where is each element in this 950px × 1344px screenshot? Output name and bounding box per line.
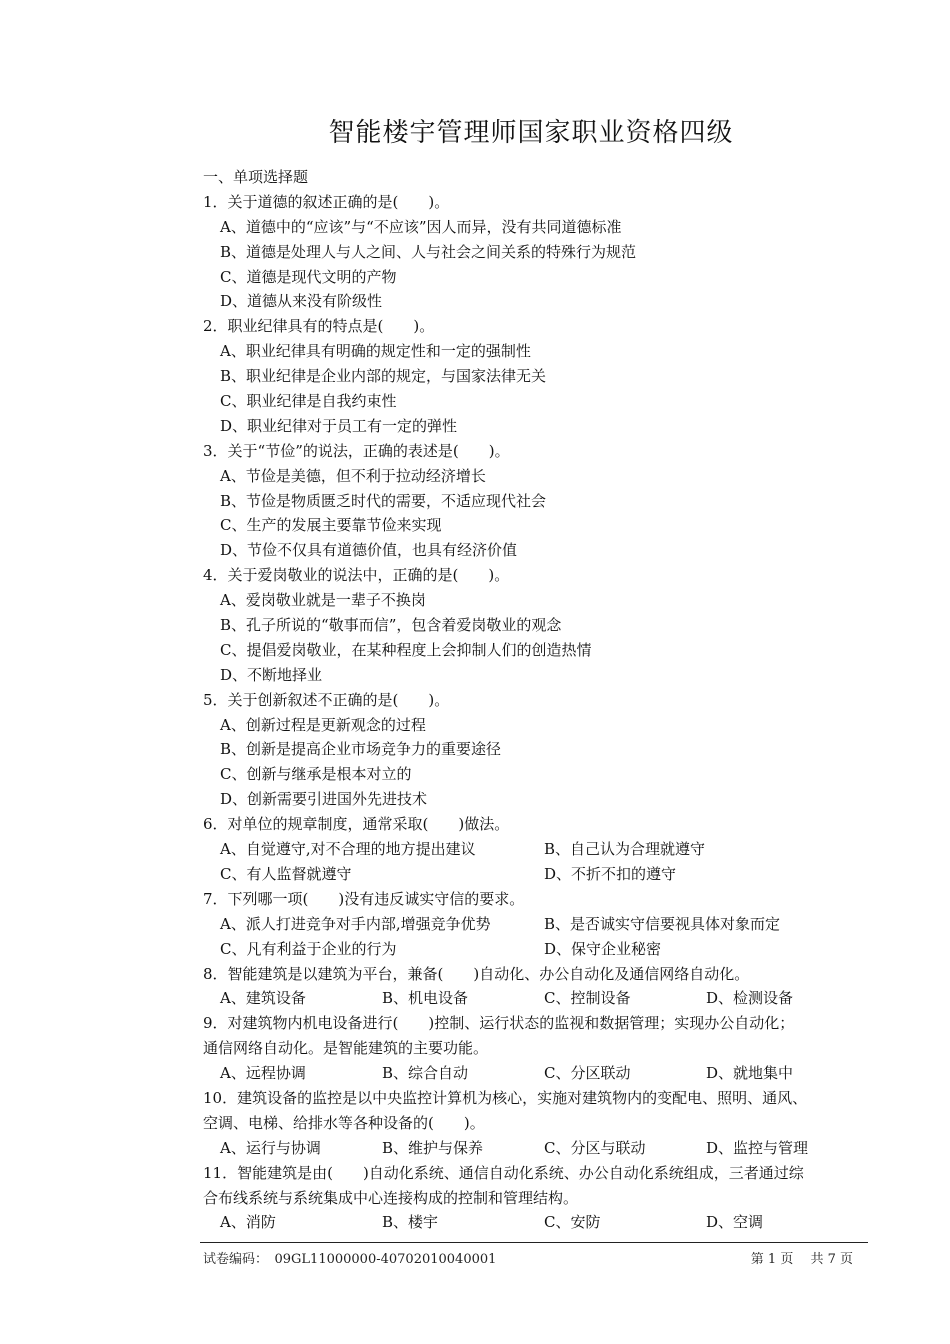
answer-option: C、创新与继承是根本对立的 [220, 765, 412, 784]
answer-option: D、监控与管理 [706, 1138, 809, 1157]
answer-option: C、有人监督就遵守 [220, 864, 352, 883]
question-stem: 8．智能建筑是以建筑为平台，兼备( )自动化、办公自动化及通信网络自动化。 [203, 964, 750, 983]
footer-divider [200, 1242, 868, 1243]
question-stem: 2．职业纪律具有的特点是( )。 [203, 317, 435, 336]
page-title: 智能楼宇管理师国家职业资格四级 [328, 118, 734, 148]
answer-option: C、道德是现代文明的产物 [220, 267, 397, 286]
answer-option: A、道德中的“应该”与“不应该”因人而异，没有共同道德标准 [220, 217, 622, 236]
question-stem: 5．关于创新叙述不正确的是( )。 [203, 690, 450, 709]
question-stem: 6．对单位的规章制度，通常采取( )做法。 [203, 815, 510, 834]
answer-option: C、分区联动 [544, 1064, 631, 1083]
answer-option: D、保守企业秘密 [544, 939, 662, 958]
answer-option: C、提倡爱岗敬业，在某种程度上会抑制人们的创造热情 [220, 640, 592, 659]
question-stem: 11．智能建筑是由( )自动化系统、通信自动化系统、办公自动化系统组成，三者通过综 [203, 1163, 804, 1182]
answer-option: B、是否诚实守信要视具体对象而定 [544, 914, 781, 933]
answer-option-row [203, 1061, 868, 1086]
answer-option: B、机电设备 [382, 989, 469, 1008]
answer-option: A、节俭是美德，但不利于拉动经济增长 [220, 466, 486, 485]
question-list [203, 165, 868, 1235]
answer-option: B、职业纪律是企业内部的规定，与国家法律无关 [220, 367, 547, 386]
answer-option: D、空调 [706, 1213, 764, 1232]
answer-option: C、职业纪律是自我约束性 [220, 392, 397, 411]
answer-option: B、节俭是物质匮乏时代的需要，不适应现代社会 [220, 491, 547, 510]
answer-option-row [203, 1210, 868, 1235]
answer-option: D、职业纪律对于员工有一定的弹性 [220, 416, 458, 435]
question-stem: 7．下列哪一项( )没有违反诚实守信的要求。 [203, 889, 525, 908]
answer-option: A、创新过程是更新观念的过程 [220, 715, 426, 734]
answer-option: B、孔子所说的“敬事而信”，包含着爱岗敬业的观念 [220, 616, 562, 635]
answer-option: D、节俭不仅具有道德价值，也具有经济价值 [220, 541, 518, 560]
question-stem-continued: 空调、电梯、给排水等各种设备的( )。 [203, 1113, 485, 1132]
answer-option: B、创新是提高企业市场竞争力的重要途径 [220, 740, 502, 759]
answer-option: B、自己认为合理就遵守 [544, 840, 706, 859]
answer-option: C、控制设备 [544, 989, 631, 1008]
question-stem-continued: 通信网络自动化。是智能建筑的主要功能。 [203, 1039, 489, 1058]
answer-option-row [203, 912, 868, 937]
answer-option-row [203, 937, 868, 962]
answer-option-row [203, 986, 868, 1011]
answer-option: D、道德从来没有阶级性 [220, 292, 383, 311]
answer-option: A、远程协调 [220, 1064, 306, 1083]
answer-option: A、消防 [220, 1213, 276, 1232]
answer-option: C、凡有利益于企业的行为 [220, 939, 397, 958]
answer-option: A、自觉遵守,对不合理的地方提出建议 [220, 840, 476, 859]
answer-option: D、检测设备 [706, 989, 794, 1008]
page-footer [203, 1248, 853, 1267]
answer-option: B、维护与保养 [382, 1138, 484, 1157]
answer-option: D、不折不扣的遵守 [544, 864, 677, 883]
answer-option: C、安防 [544, 1213, 601, 1232]
question-stem: 1．关于道德的叙述正确的是( )。 [203, 192, 450, 211]
question-stem: 3．关于“节俭”的说法，正确的表述是( )。 [203, 441, 510, 460]
answer-option: C、分区与联动 [544, 1138, 646, 1157]
question-stem: 9．对建筑物内机电设备进行( )控制、运行状态的监视和数据管理；实现办公自动化； [203, 1014, 795, 1033]
answer-option-row [203, 1136, 868, 1161]
answer-option-row [203, 862, 868, 887]
exam-code: 试卷编码： 09GL11000000-40702010040001 [203, 1252, 497, 1267]
answer-option: B、楼宇 [382, 1213, 439, 1232]
answer-option: A、职业纪律具有明确的规定性和一定的强制性 [220, 342, 531, 361]
question-stem: 4．关于爱岗敬业的说法中，正确的是( )。 [203, 566, 510, 585]
answer-option: D、就地集中 [706, 1064, 794, 1083]
answer-option: B、道德是处理人与人之间、人与社会之间关系的特殊行为规范 [220, 242, 637, 261]
answer-option: A、爱岗敬业就是一辈子不换岗 [220, 591, 426, 610]
answer-option: A、派人打进竞争对手内部,增强竞争优势 [220, 914, 491, 933]
question-stem: 10．建筑设备的监控是以中央监控计算机为核心，实施对建筑物内的变配电、照明、通风、 [203, 1088, 808, 1107]
answer-option: A、运行与协调 [220, 1138, 321, 1157]
page-number: 第 1 页 共 7 页 [750, 1252, 853, 1267]
answer-option: D、创新需要引进国外先进技术 [220, 790, 428, 809]
question-stem-continued: 合布线系统与系统集成中心连接构成的控制和管理结构。 [203, 1188, 579, 1207]
answer-option: D、不断地择业 [220, 665, 323, 684]
answer-option: B、综合自动 [382, 1064, 469, 1083]
answer-option: A、建筑设备 [220, 989, 306, 1008]
answer-option-row [203, 837, 868, 862]
answer-option: C、生产的发展主要靠节俭来实现 [220, 516, 442, 535]
section-heading: 一、单项选择题 [203, 168, 309, 186]
